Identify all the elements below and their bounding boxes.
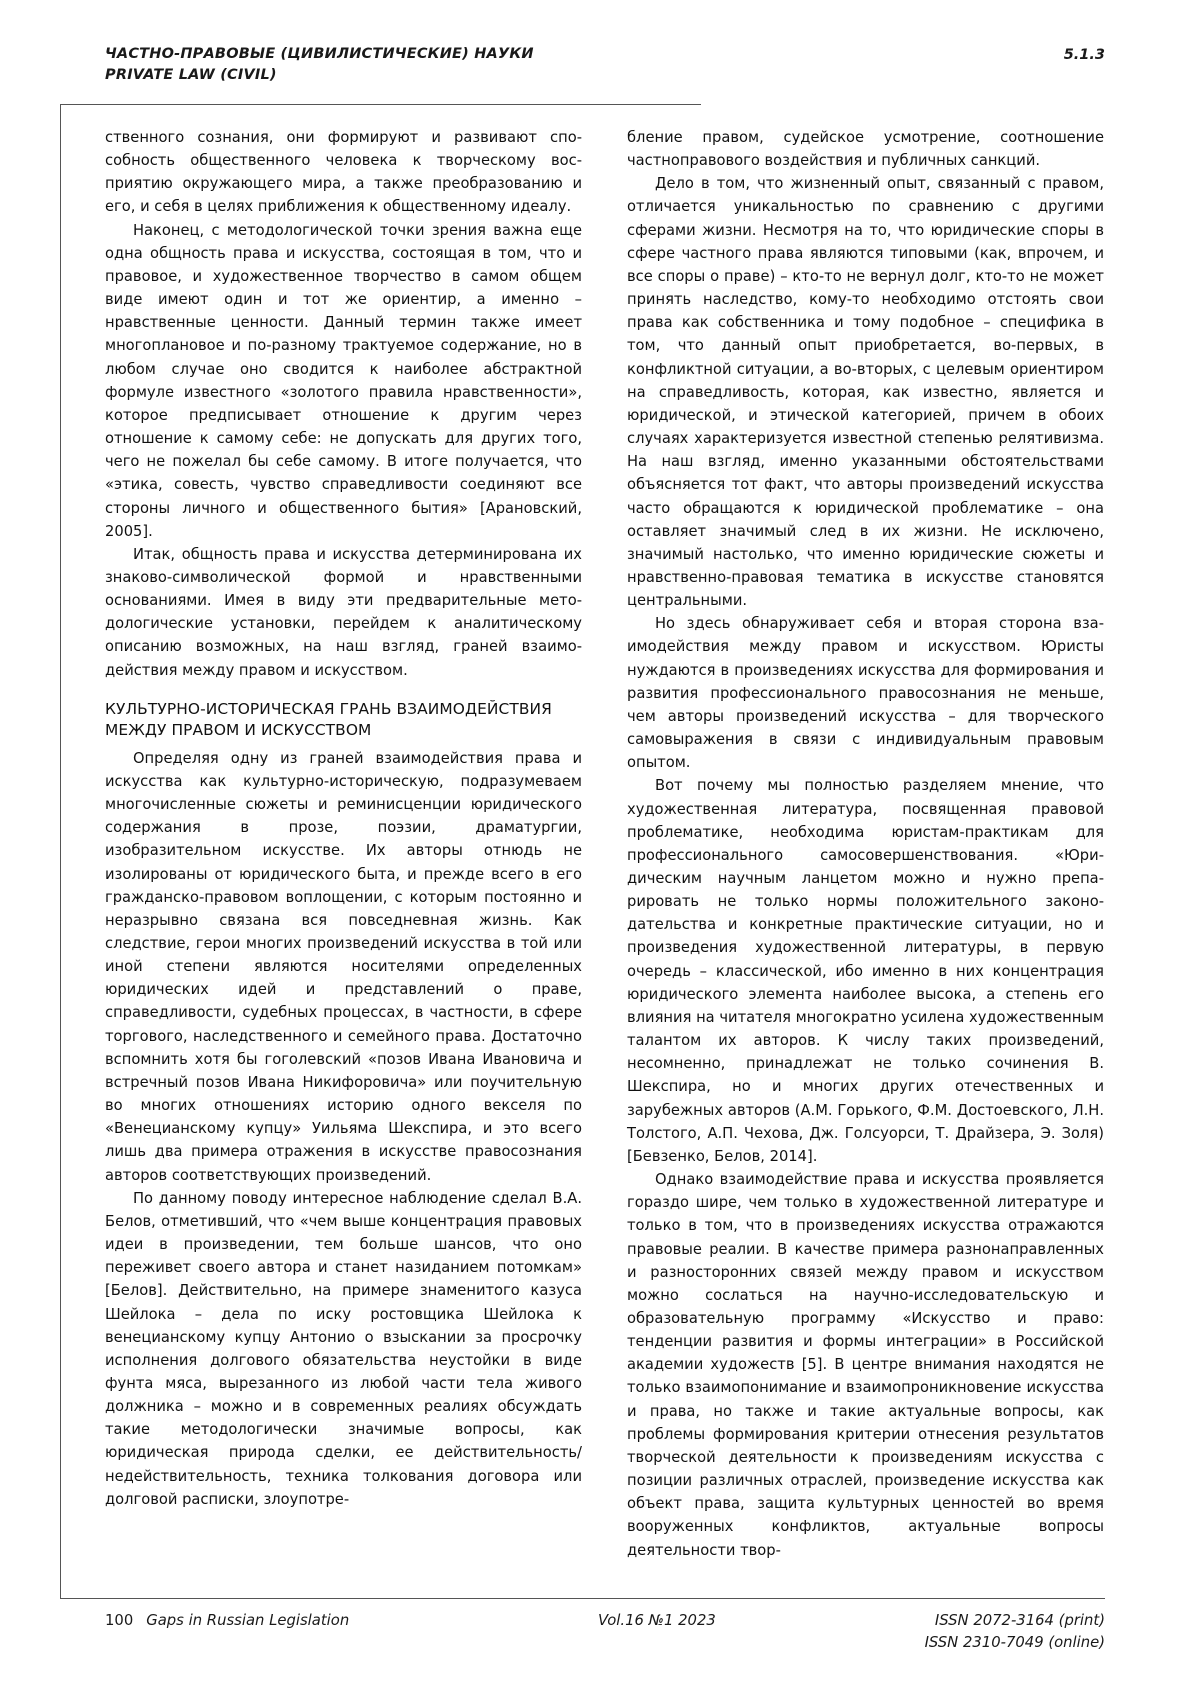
section-code: 5.1.3 [1063,47,1105,63]
issn-online: ISSN 2310-7049 (online) [924,1634,1105,1651]
paragraph: ственного сознания, они формируют и развивают способность общественного человека к творческому восприятию окружающего мира, а также преобразованию и его, и себя в целях приближения к общественному идеалу. [105,129,582,216]
page-header [105,44,1105,86]
left-column [105,126,582,1511]
running-head-ru: ЧАСТНО-ПРАВОВЫЕ (ЦИВИЛИСТИЧЕСКИЕ) НАУКИ [105,46,534,62]
paragraph: Определяя одну из граней взаимодействия права и искусства как культурно-историческую, подразумеваем многочисленные сюжеты и реминисценции юридического содержания в прозе, поэзии, драматургии, изобразительном искусстве. Их авторы отнюдь не изолированы от юридического быта, и прежде всего в его гражданско-правовом воплощении, с которым постоянно и неразрывно связана вся повседневная жизнь. Как следствие, герои многих произведений искусства в той или иной степени являются носителями определенных юридических идей и представлений о праве, справедливости, судебных процессах, в частности, в сфере торгового, наследственного и семейного права. Достаточно вспомнить хотя бы гоголевский «позов Ивана Ивановича и встречный позов Ивана Никифоровича» или поучительную во многих отношениях историю одного векселя по «Венецианскому купцу» Уильяма Шекспира, и это всего лишь два примера отражения в искусстве правосознания авторов соответствующих произведений. [105,749,582,1184]
paragraph: Дело в том, что жизненный опыт, связанный с правом, отличается уникальностью по сравнению с другими сферами жизни. Несмотря на то, что юридические споры в сфере частного права являются типовыми (как, впрочем, и все споры о праве) – кто-то не вернул долг, кто-то не может принять наследство, кому-то необходимо отстоять свои права как собственника и тому подобное – специфика в том, что данный опыт приобретается, во-первых, в конфликтной ситуации, а во-вторых, с целевым ориентиром на справедливость, которая, как известно, является и юридической, и этической категорией, причем в обоих случаях характеризуется известной степенью релятивизма. На наш взгляд, именно указанными обстоятельствами объясняется тот факт, что авторы произведений искусства часто обращаются к юридической проблематике – она оставляет значимый след в их жизни. Не исключено, значимый настолько, что именно юридические сюжеты и нравственно-правовая тематика в искусстве становятся центральными. [627,175,1104,610]
section-heading: КУЛЬТУРНО-ИСТОРИЧЕСКАЯ ГРАНЬ ВЗАИМОДЕЙСТВИЯ МЕЖДУ ПРАВОМ И ИСКУССТВОМ [105,699,552,740]
footer-journal [105,1610,349,1632]
running-head [105,44,534,86]
footer-divider [60,1598,1105,1599]
paragraph: Однако взаимодействие права и искусства проявляется гораздо шире, чем только в художественной литературе и только в том, что в произведениях искусства отражаются правовые реалии. В качестве примера разнонаправленных и разносторонних связей между правом и искусством можно сослаться на научно-исследовательскую и образовательную программу «Искусство и право: тенденции развития и формы интеграции» в Российской академии художеств [5]. В центре внимания находятся не только взаимопонимание и взаимопроникновение искусства и права, но также и такие актуальные вопросы, как проблемы формирования критерии отнесения результатов творческой деятельности к произведениям искусства с позиции различных отраслей, произведение искусства как объект права, защита культурных ценностей во время вооруженных конфликтов, актуальные вопросы деятельности твор- [627,1171,1104,1559]
paragraph: Вот почему мы полностью разделяем мнение, что художественная литература, посвященная правовой проблематике, необходима юристам-практикам для профессионального самосовершенствования. «Юридическим научным ланцетом можно и нужно препарировать не только нормы положительного законодательства и конкретные практические ситуации, но и произведения художественной литературы, в первую очередь – классической, ибо именно в них концентрация юридического элемента наиболее высока, а степень его влияния на читателя многократно усилена художественным талантом их авторов. К числу таких произведений, несомненно, принадлежат не только сочинения В. Шекспира, но и многих других отечественных и зарубежных авторов (А.М. Горького, Ф.М. Достоевского, Л.Н. Толстого, А.П. Чехова, Дж. Голсуорси, Т. Драйзера, Э. Золя) [Бевзенко, Белов, 2014]. [627,777,1104,1165]
right-column [627,126,1104,1559]
paragraph: Наконец, с методологической точки зрения важна еще одна общность права и искусства, состоящая в том, что и правовое, и художественное творчество в самом общем виде имеют один и тот же ориентир, а именно – нравственные ценности. Данный термин также имеет многоплановое и по-разному трактуемое содержание, но в любом случае оно сводится к наиболее абстрактной формуле известного «золотого правила нравственности», которое предписывает отношение к другим через отношение к самому себе: не допускать для других того, чего не пожелал бы себе самому. В итоге получается, что «этика, совесть, чувство справедливости соединяют все стороны личного и общественного бытия» [Арановский, 2005]. [105,221,582,540]
issn-block [925,1610,1105,1654]
paragraph: По данному поводу интересное наблюдение сделал В.А. Белов, отметивший, что «чем выше концентрация правовых идеи в произведении, тем больше шансов, что оно переживет своего автора и станет назиданием потомкам» [Белов]. Действительно, на примере знаменитого казуса Шейлока – дела по иску ростовщика Шейлока к венецианскому купцу Антонио о взыскании за просрочку исполнения долгового обязательства неустойки в виде фунта мяса, вырезанного из любой части тела живого должника – можно и в современных реалиях обсуждать такие методологически значимые вопросы, как юридическая природа сделки, ее действительность/недействительность, техника толкования договора или долговой расписки, злоупотре- [105,1189,582,1508]
two-column-body [105,126,1105,1559]
running-head-en: PRIVATE LAW (CIVIL) [105,67,277,83]
header-divider [60,104,701,105]
left-margin-rule [60,104,61,1599]
paragraph: бление правом, судейское усмотрение, соотношение частноправового воздействия и публичных санкций. [627,129,1104,170]
paragraph: Итак, общность права и искусства детерминирована их знаково-символической формой и нравственными основаниями. Имея в виду эти предварительные методологические установки, перейдем к аналитическому описанию возможных, на наш взгляд, граней взаимодействия между правом и искусством. [105,545,582,679]
paragraph: Но здесь обнаруживает себя и вторая сторона взаимодействия между правом и искусством. Юристы нуждаются в произведениях искусства для формирования и развития профессионального правосознания не меньше, чем авторы произведений искусства – для творческого самовыражения в связи с индивидуальным правовым опытом. [627,615,1104,772]
volume-issue: Vol.16 №1 2023 [597,1612,716,1629]
journal-title: Gaps in Russian Legislation [146,1612,350,1629]
page-footer [105,1610,1105,1654]
issn-print: ISSN 2072-3164 (print) [934,1612,1105,1629]
page-number: 100 [105,1612,134,1629]
